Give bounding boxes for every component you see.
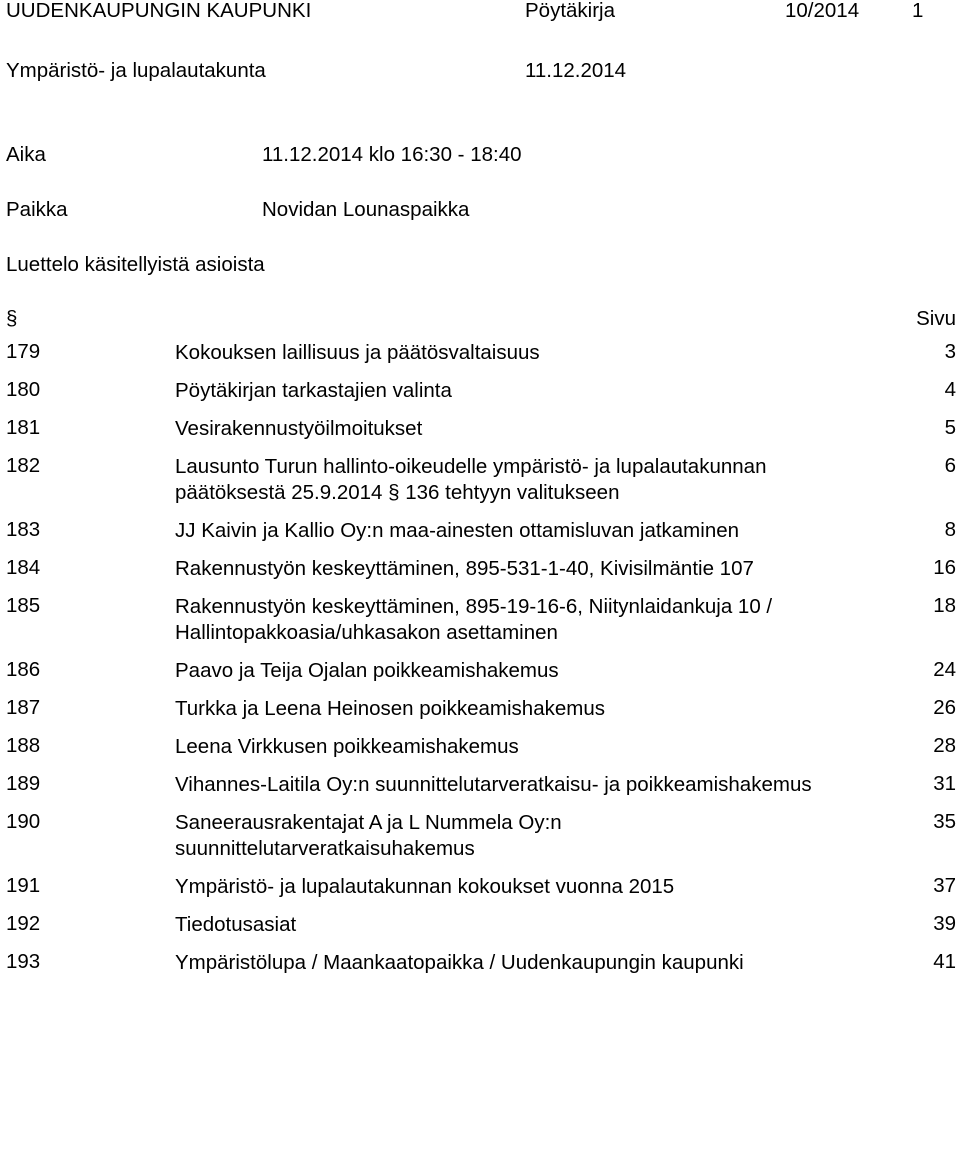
- page-number: 1: [912, 0, 924, 22]
- agenda-item: [0, 594, 960, 646]
- place-label: Paikka: [6, 198, 68, 221]
- agenda-item: [0, 874, 960, 900]
- agenda-item-page: 16: [933, 556, 956, 579]
- agenda-item-number: 183: [6, 518, 41, 541]
- agenda-item-page: 26: [933, 696, 956, 719]
- time-value: 11.12.2014 klo 16:30 - 18:40: [262, 143, 522, 166]
- agenda-item-title: Rakennustyön keskeyttäminen, 895-19-16-6, Niitynlaidankuja 10 / Hallintopakkoasia/uhkasakon asettaminen: [175, 595, 773, 644]
- agenda-item: [0, 658, 960, 684]
- page-column-header: Sivu: [916, 307, 956, 330]
- agenda-item-number: 185: [6, 594, 41, 617]
- agenda-item: [0, 378, 960, 404]
- agenda-item-page: 8: [944, 518, 956, 541]
- agenda-item: [0, 416, 960, 442]
- agenda-item-title: Ympäristölupa / Maankaatopaikka / Uudenkaupungin kaupunki: [175, 951, 744, 974]
- agenda-item-page: 28: [933, 734, 956, 757]
- agenda-item-title: Pöytäkirjan tarkastajien valinta: [175, 379, 452, 402]
- agenda-item-number: 179: [6, 340, 41, 363]
- agenda-item-number: 190: [6, 810, 41, 833]
- agenda-item-page: 35: [933, 810, 956, 833]
- agenda-item-title: Turkka ja Leena Heinosen poikkeamishakemus: [175, 697, 605, 720]
- agenda-item-title: Lausunto Turun hallinto-oikeudelle ympäristö- ja lupalautakunnan päätöksestä 25.9.2014 § 136 tehtyyn valitukseen: [175, 455, 767, 504]
- agenda-item-page: 31: [933, 772, 956, 795]
- agenda-item-title: Vihannes-Laitila Oy:n suunnittelutarveratkaisu- ja poikkeamishakemus: [175, 773, 812, 796]
- agenda-item: [0, 696, 960, 722]
- agenda-item: [0, 556, 960, 582]
- agenda-item: [0, 734, 960, 760]
- agenda-item-page: 6: [944, 454, 956, 477]
- agenda-item-title: JJ Kaivin ja Kallio Oy:n maa-ainesten ottamisluvan jatkaminen: [175, 519, 740, 542]
- agenda-item: [0, 518, 960, 544]
- place-value: Novidan Lounaspaikka: [262, 198, 470, 221]
- agenda-item-number: 187: [6, 696, 41, 719]
- agenda-item-title: Kokouksen laillisuus ja päätösvaltaisuus: [175, 341, 540, 364]
- agenda-item-page: 41: [933, 950, 956, 973]
- agenda-item-number: 193: [6, 950, 41, 973]
- agenda-item: [0, 772, 960, 798]
- agenda-item-page: 39: [933, 912, 956, 935]
- agenda-item-title: Tiedotusasiat: [175, 913, 297, 936]
- agenda-item-number: 180: [6, 378, 41, 401]
- agenda-item-page: 37: [933, 874, 956, 897]
- agenda-item-list: [0, 340, 960, 988]
- document-number: 10/2014: [785, 0, 860, 22]
- agenda-item-number: 182: [6, 454, 41, 477]
- agenda-item: [0, 950, 960, 976]
- time-label: Aika: [6, 143, 46, 166]
- agenda-item-number: 192: [6, 912, 41, 935]
- agenda-item-page: 3: [944, 340, 956, 363]
- list-heading: Luettelo käsitellyistä asioista: [6, 253, 265, 276]
- section-symbol: §: [6, 307, 18, 330]
- agenda-item-number: 186: [6, 658, 41, 681]
- agenda-item-page: 24: [933, 658, 956, 681]
- agenda-item: [0, 912, 960, 938]
- board-name: Ympäristö- ja lupalautakunta: [6, 59, 266, 82]
- agenda-item-number: 191: [6, 874, 41, 897]
- agenda-item: [0, 340, 960, 366]
- agenda-item-page: 5: [944, 416, 956, 439]
- agenda-item-title: Rakennustyön keskeyttäminen, 895-531-1-40, Kivisilmäntie 107: [175, 557, 754, 580]
- agenda-item-number: 188: [6, 734, 41, 757]
- agenda-item-title: Vesirakennustyöilmoitukset: [175, 417, 423, 440]
- agenda-item-title: Paavo ja Teija Ojalan poikkeamishakemus: [175, 659, 559, 682]
- agenda-item: [0, 454, 960, 506]
- agenda-item-page: 4: [944, 378, 956, 401]
- agenda-item-title: Ympäristö- ja lupalautakunnan kokoukset vuonna 2015: [175, 875, 675, 898]
- agenda-item-page: 18: [933, 594, 956, 617]
- agenda-item-title: Leena Virkkusen poikkeamishakemus: [175, 735, 519, 758]
- agenda-item-number: 184: [6, 556, 41, 579]
- agenda-item-title: Saneerausrakentajat A ja L Nummela Oy:n suunnittelutarveratkaisuhakemus: [175, 811, 562, 860]
- agenda-item-number: 189: [6, 772, 41, 795]
- agenda-item-number: 181: [6, 416, 41, 439]
- organization-name: UUDENKAUPUNGIN KAUPUNKI: [6, 0, 312, 22]
- document-type: Pöytäkirja: [525, 0, 616, 22]
- document-date: 11.12.2014: [525, 59, 627, 82]
- agenda-item: [0, 810, 960, 862]
